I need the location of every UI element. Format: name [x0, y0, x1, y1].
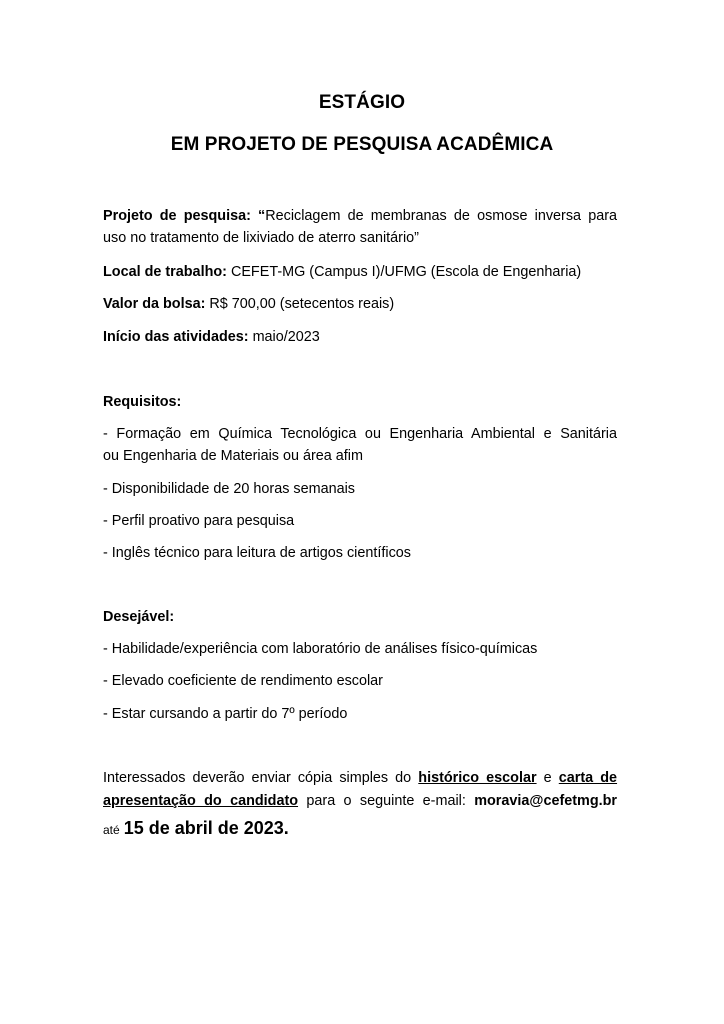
inicio-label: Início das atividades: [103, 329, 249, 345]
desejavel-item-2: - Elevado coeficiente de rendimento escolar [103, 673, 383, 689]
carta-text-1: carta de [558, 770, 618, 786]
contact-text-1: Interessados deverão enviar cópia simples do [103, 770, 412, 786]
bolsa-value: R$ 700,00 (setecentos reais) [209, 296, 395, 312]
requisitos-item-1-line-2: ou Engenharia de Materiais ou área afim [103, 448, 363, 464]
project-label: Projeto de pesquisa: [103, 208, 251, 224]
project-text-1: Reciclagem de membranas de osmose inversa para [265, 208, 617, 224]
bolsa-line [103, 294, 617, 314]
title-line-2: EM PROJETO DE PESQUISA ACADÊMICA [170, 134, 554, 155]
contact-text-2: para o seguinte e-mail: [306, 793, 466, 809]
project-line-1 [103, 206, 617, 226]
contact-line-2 [103, 791, 617, 811]
requisitos-item-3: - Perfil proativo para pesquisa [103, 513, 295, 529]
inicio-value: maio/2023 [252, 329, 320, 345]
contact-and: e [543, 770, 552, 786]
carta-text-2: apresentação do candidato [103, 793, 299, 809]
deadline-text: 15 de abril de 2023. [123, 818, 289, 838]
project-line-2: uso no tratamento de lixiviado de aterro sanitário” [103, 230, 419, 246]
desejavel-item-3: - Estar cursando a partir do 7º período [103, 706, 348, 722]
requisitos-item-4: - Inglês técnico para leitura de artigos científicos [103, 545, 411, 561]
contact-line-1 [103, 768, 617, 788]
requisitos-item-1-line-1: - Formação em Química Tecnológica ou Engenharia Ambiental e Sanitária [103, 426, 617, 442]
local-label: Local de trabalho: [103, 264, 227, 280]
contact-ate: até [103, 823, 120, 837]
contact-line-3 [103, 815, 617, 843]
inicio-line [103, 327, 617, 347]
requisitos-item-2: - Disponibilidade de 20 horas semanais [103, 481, 355, 497]
contact-email: moravia@cefetmg.br [474, 793, 618, 809]
bolsa-label: Valor da bolsa: [103, 296, 206, 312]
project-quote-open: “ [258, 208, 266, 224]
desejavel-item-1: - Habilidade/experiência com laboratório de análises físico-químicas [103, 641, 538, 657]
desejavel-heading: Desejável: [103, 609, 175, 625]
local-value: CEFET-MG (Campus I)/UFMG (Escola de Engenharia) [230, 264, 582, 280]
title-line-1: ESTÁGIO [318, 92, 406, 113]
historico-escolar-text: histórico escolar [418, 770, 537, 786]
local-line [103, 262, 617, 282]
requisitos-heading: Requisitos: [103, 394, 182, 410]
